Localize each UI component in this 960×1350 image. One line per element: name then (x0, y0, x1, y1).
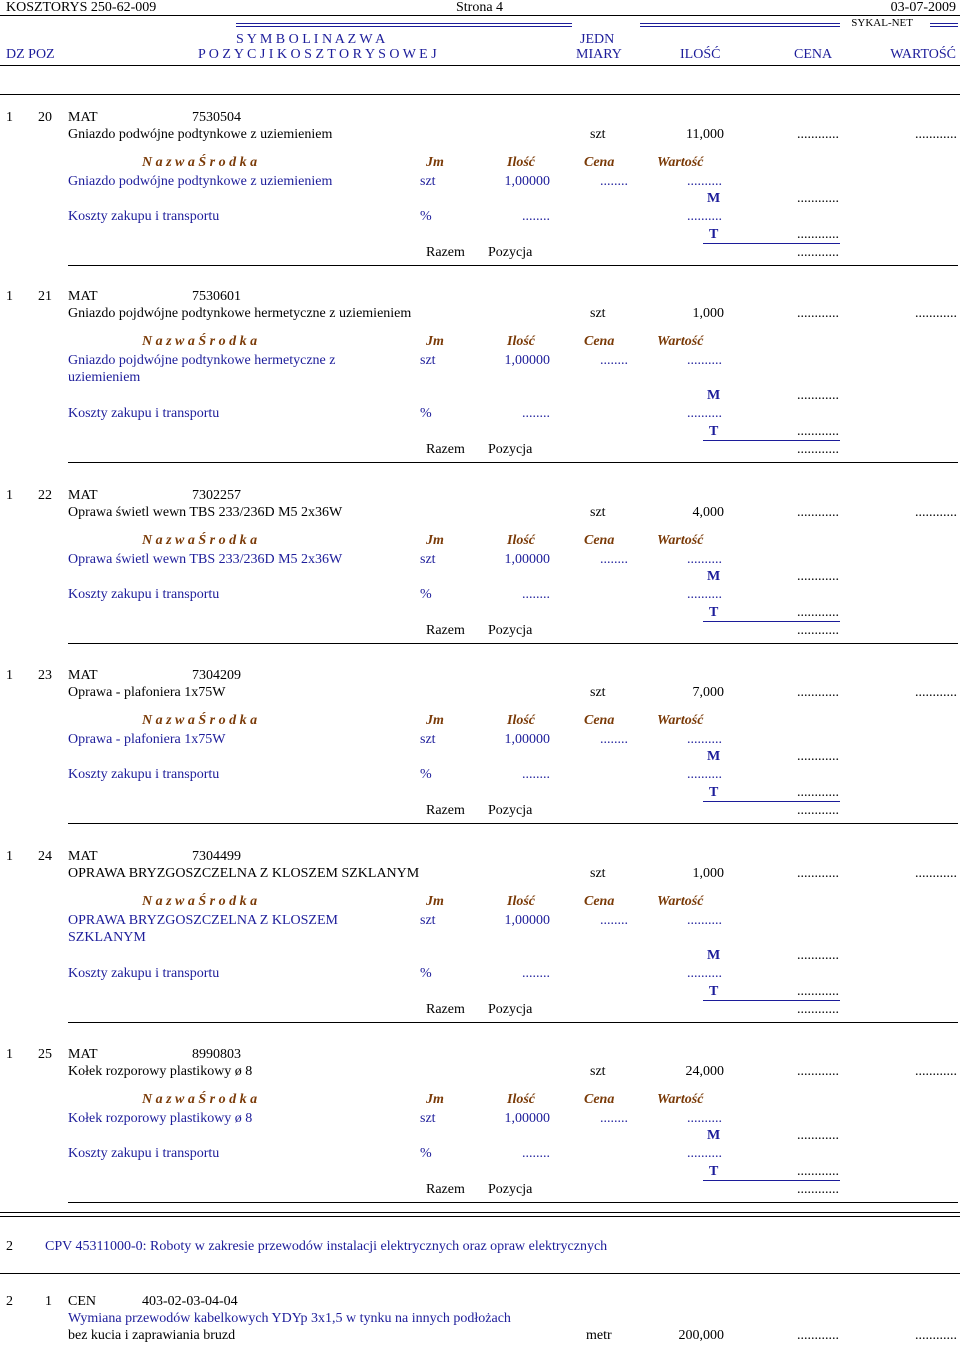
item-23-t-underline (703, 801, 840, 802)
item-22-resource-qty: 1,00000 (504, 552, 550, 567)
item-25-ilosc-label: Ilość (507, 1092, 535, 1107)
item-20-resource-unit: szt (420, 174, 436, 189)
item-22-wartosc-label: Wartość (657, 533, 704, 548)
sykal-label: SYKAL-NET (851, 17, 913, 29)
item-24-cena-label: Cena (584, 894, 615, 909)
item-22-resource-cena: ........ (600, 552, 628, 567)
item-25-dz: 1 (6, 1047, 13, 1062)
item-22-ilosc-label: Ilość (507, 533, 535, 548)
item-21-koszty-label: Koszty zakupu i transportu (68, 406, 220, 421)
item-20-resource-name-0: Gniazdo podwójne podtynkowe z uziemieniem (68, 174, 333, 189)
item-24-koszty-pct: % (420, 966, 432, 981)
item-22-poz: 22 (38, 488, 52, 503)
item-24-ilosc-label: Ilość (507, 894, 535, 909)
item-20-koszty-pct: % (420, 209, 432, 224)
item-21-resource-name-1: uziemieniem (68, 370, 141, 385)
right-top-rule (930, 23, 958, 24)
item-20-ilosc-label: Ilość (507, 155, 535, 170)
dz-poz-label: DZ POZ (6, 47, 55, 62)
item-21-t-label: T (709, 424, 719, 439)
item-24-code: 7304499 (192, 849, 241, 864)
item-25-resource-unit: szt (420, 1111, 436, 1126)
item-25-razem-label: Razem (426, 1182, 465, 1197)
symbol-label: S Y M B O L I N A Z W A (236, 32, 386, 47)
item-25-m-label: M (707, 1128, 721, 1143)
item-20-resource-cena: ........ (600, 174, 628, 189)
item-22-name: Oprawa świetl wewn TBS 233/236D M5 2x36W (68, 505, 343, 520)
item-23-wartosc-label: Wartość (657, 713, 704, 728)
item-21-underline (68, 462, 958, 463)
item-25-nazwa-srodka: N a z w a Ś r o d k a (142, 1092, 258, 1107)
item-20-resource-wartosc: .......... (687, 174, 722, 189)
cena-label: CENA (794, 47, 833, 62)
item-24-t-dots: ............ (797, 984, 839, 999)
item-24-dz: 1 (6, 849, 13, 864)
item-23-ilosc-label: Ilość (507, 713, 535, 728)
item-20-qty: 11,000 (686, 127, 724, 142)
item-23-qty: 7,000 (692, 685, 724, 700)
item-24-pozycja-label: Pozycja (488, 1002, 533, 1017)
item-21-poz: 21 (38, 289, 52, 304)
item-24-wartosc-label: Wartość (657, 894, 704, 909)
item-23-poz: 23 (38, 668, 52, 683)
item-23-dz: 1 (6, 668, 13, 683)
item-25-resource-qty: 1,00000 (504, 1111, 550, 1126)
item-23-koszty-dots: ........ (522, 767, 550, 782)
item-22-t-underline (703, 621, 840, 622)
section-number: 2 (6, 1239, 13, 1254)
wartosc-label: WARTOŚĆ (890, 47, 956, 62)
item-21-koszty-value: .......... (687, 406, 722, 421)
item-24-wartosc-dots: ............ (915, 866, 957, 881)
item-2-1-dz: 2 (6, 1294, 13, 1309)
item-22-wartosc-dots: ............ (915, 505, 957, 520)
item-20-jm-label: Jm (426, 155, 444, 170)
item-20-razem-dots: ............ (797, 245, 839, 260)
item-23-resource-unit: szt (420, 732, 436, 747)
item-22-resource-name-0: Oprawa świetl wewn TBS 233/236D M5 2x36W (68, 552, 343, 567)
item-25-cena-dots: ............ (797, 1064, 839, 1079)
item-20-t-dots: ............ (797, 227, 839, 242)
item-24-koszty-label: Koszty zakupu i transportu (68, 966, 220, 981)
pozycji-label: P O Z Y C J I K O S Z T O R Y S O W E J (198, 47, 437, 62)
item-25-koszty-label: Koszty zakupu i transportu (68, 1146, 220, 1161)
item-21-t-underline (703, 440, 840, 441)
item-20-koszty-label: Koszty zakupu i transportu (68, 209, 220, 224)
item-21-pozycja-label: Pozycja (488, 442, 533, 457)
item-21-koszty-pct: % (420, 406, 432, 421)
header-separator (0, 94, 960, 95)
item-23-razem-dots: ............ (797, 803, 839, 818)
item-24-unit: szt (590, 866, 606, 881)
item-25-koszty-pct: % (420, 1146, 432, 1161)
item-20-wartosc-label: Wartość (657, 155, 704, 170)
item-2-1-cena-dots: ............ (797, 1328, 839, 1343)
item-21-code: 7530601 (192, 289, 241, 304)
item-23-resource-name-0: Oprawa - plafoniera 1x75W (68, 732, 226, 747)
col-top-rule (640, 23, 840, 24)
item-22-koszty-dots: ........ (522, 587, 550, 602)
item-24-resource-name-0: OPRAWA BRYZGOSZCZELNA Z KLOSZEM (68, 913, 338, 928)
item-2-1-unit: metr (586, 1328, 612, 1343)
item-2-1-wartosc-dots: ............ (915, 1328, 957, 1343)
item-20-wartosc-dots: ............ (915, 127, 957, 142)
item-25-t-underline (703, 1180, 840, 1181)
item-23-pozycja-label: Pozycja (488, 803, 533, 818)
item-20-type: MAT (68, 110, 98, 125)
item-20-razem-label: Razem (426, 245, 465, 260)
item-2-1-poz: 1 (45, 1294, 52, 1309)
item-25-pozycja-label: Pozycja (488, 1182, 533, 1197)
item-20-cena-dots: ............ (797, 127, 839, 142)
item-21-cena-dots: ............ (797, 306, 839, 321)
report-title: KOSZTORYS 250-62-009 (6, 0, 157, 15)
item-22-koszty-label: Koszty zakupu i transportu (68, 587, 220, 602)
col-top-rule-2 (640, 26, 840, 27)
page-number: Strona 4 (456, 0, 504, 15)
item-25-razem-dots: ............ (797, 1182, 839, 1197)
item-20-t-underline (703, 243, 840, 244)
symbol-top-rule-2 (236, 26, 572, 27)
item-23-koszty-label: Koszty zakupu i transportu (68, 767, 220, 782)
item-24-name: OPRAWA BRYZGOSZCZELNA Z KLOSZEM SZKLANYM (68, 866, 420, 881)
item-23-t-dots: ............ (797, 785, 839, 800)
item-25-t-label: T (709, 1164, 719, 1179)
item-20-underline (68, 265, 958, 266)
item-22-pozycja-label: Pozycja (488, 623, 533, 638)
item-24-razem-label: Razem (426, 1002, 465, 1017)
item-22-resource-wartosc: .......... (687, 552, 722, 567)
item-24-resource-qty: 1,00000 (504, 913, 550, 928)
item-21-ilosc-label: Ilość (507, 334, 535, 349)
item-25-type: MAT (68, 1047, 98, 1062)
item-21-dz: 1 (6, 289, 13, 304)
item-20-koszty-value: .......... (687, 209, 722, 224)
item-22-razem-label: Razem (426, 623, 465, 638)
item-20-pozycja-label: Pozycja (488, 245, 533, 260)
item-22-underline (68, 643, 958, 644)
item-21-resource-qty: 1,00000 (504, 353, 550, 368)
item-25-koszty-dots: ........ (522, 1146, 550, 1161)
item-25-koszty-value: .......... (687, 1146, 722, 1161)
section-underline (0, 1273, 960, 1274)
item-21-t-dots: ............ (797, 424, 839, 439)
item-20-cena-label: Cena (584, 155, 615, 170)
item-21-m-label: M (707, 388, 721, 403)
item-21-resource-wartosc: .......... (687, 353, 722, 368)
item-22-unit: szt (590, 505, 606, 520)
item-21-razem-label: Razem (426, 442, 465, 457)
item-21-resource-name-0: Gniazdo pojdwójne podtynkowe hermetyczne z (68, 353, 336, 368)
item-25-code: 8990803 (192, 1047, 241, 1062)
item-23-type: MAT (68, 668, 98, 683)
item-22-qty: 4,000 (692, 505, 724, 520)
item-23-cena-label: Cena (584, 713, 615, 728)
item-25-t-dots: ............ (797, 1164, 839, 1179)
item-21-wartosc-label: Wartość (657, 334, 704, 349)
item-2-1-name-line1: Wymiana przewodów kabelkowych YDYp 3x1,5 w tynku na innych podłożach (68, 1311, 511, 1326)
item-2-1-name-line2: bez kucia i zaprawiania bruzd (68, 1328, 236, 1343)
item-2-1-type: CEN (68, 1294, 96, 1309)
item-23-koszty-pct: % (420, 767, 432, 782)
item-23-resource-qty: 1,00000 (504, 732, 550, 747)
item-21-resource-cena: ........ (600, 353, 628, 368)
item-20-unit: szt (590, 127, 606, 142)
item-24-t-label: T (709, 984, 719, 999)
item-21-type: MAT (68, 289, 98, 304)
item-23-nazwa-srodka: N a z w a Ś r o d k a (142, 713, 258, 728)
item-23-underline (68, 823, 958, 824)
item-21-resource-unit: szt (420, 353, 436, 368)
item-25-cena-label: Cena (584, 1092, 615, 1107)
item-25-qty: 24,000 (685, 1064, 724, 1079)
item-25-wartosc-dots: ............ (915, 1064, 957, 1079)
item-23-m-dots: ............ (797, 749, 839, 764)
item-22-koszty-value: .......... (687, 587, 722, 602)
item-23-wartosc-dots: ............ (915, 685, 957, 700)
item-23-razem-label: Razem (426, 803, 465, 818)
section-title: CPV 45311000-0: Roboty w zakresie przewodów instalacji elektrycznych oraz opraw elektrycznych (45, 1239, 608, 1254)
item-24-resource-name-1: SZKLANYM (68, 930, 146, 945)
item-2-1-code: 403-02-03-04-04 (142, 1294, 238, 1309)
miary-label: MIARY (576, 47, 622, 62)
item-24-resource-wartosc: .......... (687, 913, 722, 928)
symbol-top-rule (236, 23, 572, 24)
item-22-cena-dots: ............ (797, 505, 839, 520)
item-23-t-label: T (709, 785, 719, 800)
item-25-unit: szt (590, 1064, 606, 1079)
item-23-koszty-value: .......... (687, 767, 722, 782)
item-24-t-underline (703, 1000, 840, 1001)
item-23-resource-wartosc: .......... (687, 732, 722, 747)
item-24-jm-label: Jm (426, 894, 444, 909)
item-22-t-label: T (709, 605, 719, 620)
item-21-m-dots: ............ (797, 388, 839, 403)
jedn-label: JEDN (580, 32, 615, 47)
item-20-t-label: T (709, 227, 719, 242)
item-25-jm-label: Jm (426, 1092, 444, 1107)
item-22-m-dots: ............ (797, 569, 839, 584)
item-21-name: Gniazdo pojdwójne podtynkowe hermetyczne z uziemieniem (68, 306, 412, 321)
header-rule (0, 15, 960, 16)
item-25-underline (68, 1202, 958, 1203)
item-21-koszty-dots: ........ (522, 406, 550, 421)
item-23-cena-dots: ............ (797, 685, 839, 700)
item-24-koszty-value: .......... (687, 966, 722, 981)
report-date: 03-07-2009 (890, 0, 956, 15)
item-22-resource-unit: szt (420, 552, 436, 567)
item-20-koszty-dots: ........ (522, 209, 550, 224)
item-24-poz: 24 (38, 849, 52, 864)
item-25-poz: 25 (38, 1047, 52, 1062)
item-21-unit: szt (590, 306, 606, 321)
header-bottom-rule (0, 65, 960, 66)
item-24-resource-cena: ........ (600, 913, 628, 928)
item-22-code: 7302257 (192, 488, 241, 503)
item-21-wartosc-dots: ............ (915, 306, 957, 321)
item-21-jm-label: Jm (426, 334, 444, 349)
ilosc-label: ILOŚĆ (680, 47, 721, 62)
item-20-dz: 1 (6, 110, 13, 125)
item-20-resource-qty: 1,00000 (504, 174, 550, 189)
item-25-resource-name-0: Kołek rozporowy plastikowy ø 8 (68, 1111, 253, 1126)
item-21-qty: 1,000 (692, 306, 724, 321)
item-23-m-label: M (707, 749, 721, 764)
item-24-m-label: M (707, 948, 721, 963)
item-22-razem-dots: ............ (797, 623, 839, 638)
right-top-rule-2 (930, 26, 958, 27)
item-24-nazwa-srodka: N a z w a Ś r o d k a (142, 894, 258, 909)
item-23-resource-cena: ........ (600, 732, 628, 747)
item-20-poz: 20 (38, 110, 52, 125)
section-rule-2 (0, 1216, 960, 1217)
item-23-jm-label: Jm (426, 713, 444, 728)
item-22-nazwa-srodka: N a z w a Ś r o d k a (142, 533, 258, 548)
item-24-qty: 1,000 (692, 866, 724, 881)
item-24-koszty-dots: ........ (522, 966, 550, 981)
item-20-code: 7530504 (192, 110, 241, 125)
item-22-dz: 1 (6, 488, 13, 503)
item-25-m-dots: ............ (797, 1128, 839, 1143)
item-21-cena-label: Cena (584, 334, 615, 349)
item-25-resource-cena: ........ (600, 1111, 628, 1126)
item-24-resource-unit: szt (420, 913, 436, 928)
item-25-resource-wartosc: .......... (687, 1111, 722, 1126)
item-20-m-dots: ............ (797, 191, 839, 206)
item-21-razem-dots: ............ (797, 442, 839, 457)
item-24-cena-dots: ............ (797, 866, 839, 881)
item-25-wartosc-label: Wartość (657, 1092, 704, 1107)
item-24-underline (68, 1022, 958, 1023)
item-24-m-dots: ............ (797, 948, 839, 963)
item-22-m-label: M (707, 569, 721, 584)
item-22-type: MAT (68, 488, 98, 503)
item-23-name: Oprawa - plafoniera 1x75W (68, 685, 226, 700)
section-rule-1 (0, 1212, 960, 1213)
item-25-name: Kołek rozporowy plastikowy ø 8 (68, 1064, 253, 1079)
item-20-name: Gniazdo podwójne podtynkowe z uziemieniem (68, 127, 333, 142)
item-22-koszty-pct: % (420, 587, 432, 602)
item-21-nazwa-srodka: N a z w a Ś r o d k a (142, 334, 258, 349)
item-20-m-label: M (707, 191, 721, 206)
item-24-razem-dots: ............ (797, 1002, 839, 1017)
item-20-nazwa-srodka: N a z w a Ś r o d k a (142, 155, 258, 170)
item-23-code: 7304209 (192, 668, 241, 683)
item-2-1-qty: 200,000 (678, 1328, 724, 1343)
item-22-t-dots: ............ (797, 605, 839, 620)
item-22-cena-label: Cena (584, 533, 615, 548)
item-23-unit: szt (590, 685, 606, 700)
item-22-jm-label: Jm (426, 533, 444, 548)
item-24-type: MAT (68, 849, 98, 864)
